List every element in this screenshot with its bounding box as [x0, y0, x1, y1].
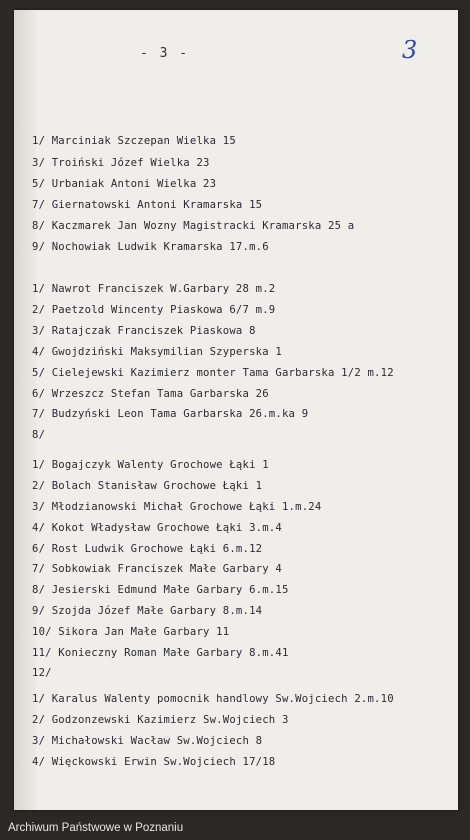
- list-item: 5/ Urbaniak Antoni Wielka 23: [32, 178, 217, 190]
- list-item: 11/ Konieczny Roman Małe Garbary 8.m.41: [32, 647, 289, 659]
- list-item: 6/ Rost Ludwik Grochowe Łąki 6.m.12: [32, 543, 263, 555]
- list-item: 1/ Marciniak Szczepan Wielka 15: [32, 135, 236, 147]
- archive-footer: Archiwum Państwowe w Poznaniu: [8, 822, 184, 834]
- list-item: 7/ Sobkowiak Franciszek Małe Garbary 4: [32, 563, 282, 575]
- list-item: 7/ Giernatowski Antoni Kramarska 15: [32, 199, 263, 211]
- list-item: 8/ Kaczmarek Jan Wozny Magistracki Kramarska 25 a: [32, 220, 355, 232]
- list-item: 8/: [32, 429, 46, 441]
- list-item: 4/ Gwojdziński Maksymilian Szyperska 1: [32, 346, 282, 358]
- list-item: 4/ Kokot Władysław Grochowe Łąki 3.m.4: [32, 522, 282, 534]
- list-item: 9/ Szojda Józef Małe Garbary 8.m.14: [32, 605, 263, 617]
- list-item: 2/ Bolach Stanisław Grochowe Łąki 1: [32, 480, 263, 492]
- list-item: 3/ Ratajczak Franciszek Piaskowa 8: [32, 325, 256, 337]
- list-item: 3/ Młodzianowski Michał Grochowe Łąki 1.m.24: [32, 501, 322, 513]
- list-item: 1/ Karalus Walenty pomocnik handlowy Sw.Wojciech 2.m.10: [32, 693, 394, 705]
- list-item: 5/ Cielejewski Kazimierz monter Tama Garbarska 1/2 m.12: [32, 367, 394, 379]
- list-item: 2/ Godzonzewski Kazimierz Sw.Wojciech 3: [32, 714, 289, 726]
- list-item: 7/ Budzyński Leon Tama Garbarska 26.m.ka 9: [32, 408, 309, 420]
- document-page: [14, 10, 458, 810]
- page-number: - 3 -: [140, 46, 190, 61]
- list-item: 3/ Michałowski Wacław Sw.Wojciech 8: [32, 735, 263, 747]
- list-item: 10/ Sikora Jan Małe Garbary 11: [32, 626, 230, 638]
- handwritten-page-number: 3: [402, 36, 418, 64]
- list-item: 3/ Troiński Józef Wielka 23: [32, 157, 210, 169]
- list-item: 2/ Paetzold Wincenty Piaskowa 6/7 m.9: [32, 304, 276, 316]
- list-item: 4/ Więckowski Erwin Sw.Wojciech 17/18: [32, 756, 276, 768]
- list-item: 8/ Jesierski Edmund Małe Garbary 6.m.15: [32, 584, 289, 596]
- list-item: 1/ Nawrot Franciszek W.Garbary 28 m.2: [32, 283, 276, 295]
- list-item: 12/: [32, 667, 52, 679]
- list-item: 6/ Wrzeszcz Stefan Tama Garbarska 26: [32, 388, 269, 400]
- list-item: 9/ Nochowiak Ludwik Kramarska 17.m.6: [32, 241, 269, 253]
- list-item: 1/ Bogajczyk Walenty Grochowe Łąki 1: [32, 459, 269, 471]
